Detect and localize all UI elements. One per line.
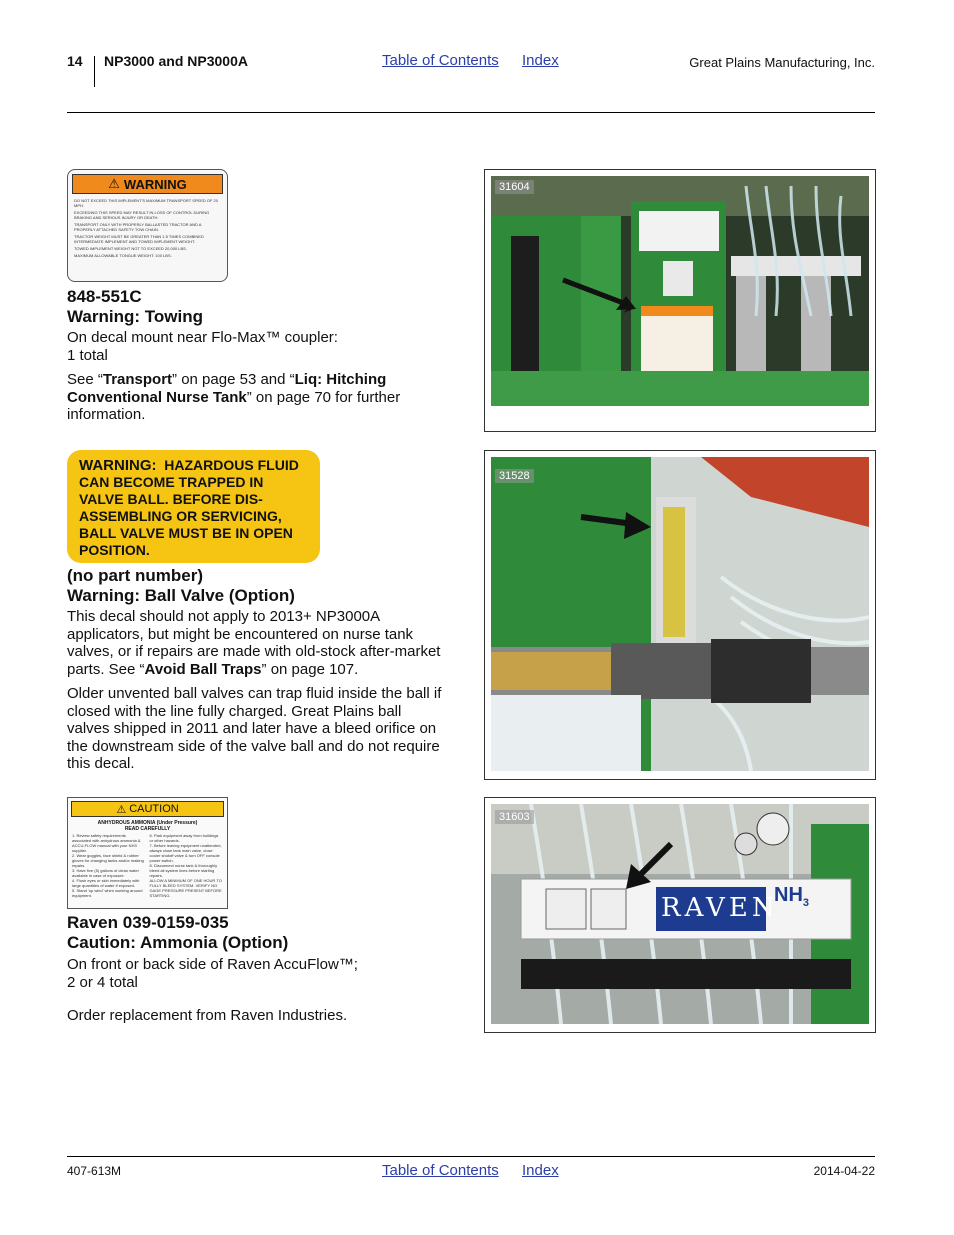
header-index-link[interactable]: Index xyxy=(522,52,559,69)
doc-title: NP3000 and NP3000A xyxy=(104,53,248,69)
caution-band-label: CAUTION xyxy=(129,803,179,815)
decal-line: VALVE BALL. BEFORE DIS- xyxy=(79,491,263,507)
towing-decal-location-image xyxy=(491,176,869,406)
caution-caption: READ CAREFULLY xyxy=(124,826,171,832)
text-run: ” on page 70 for further xyxy=(246,388,401,406)
text-line: applicators, but might be encountered on nurse tank xyxy=(67,625,414,643)
footer-toc-link[interactable]: Table of Contents xyxy=(382,1162,499,1179)
text-line: this decal. xyxy=(67,755,135,772)
decal-text-line: DO NOT EXCEED THIS IMPLEMENT'S MAXIMUM TRANSPORT SPEED OF 20 MPH. xyxy=(74,198,218,208)
caution-text-line: 7. Before leaving equipment unattended, always close tank main valve, close cooler shutoff valve & turn OFF console power switch. xyxy=(149,843,222,863)
text-line: On front or back side of Raven AccuFlow™; xyxy=(67,956,358,973)
nh3-text: NH xyxy=(774,884,803,906)
decal3-order-note: Order replacement from Raven Industries. xyxy=(67,1007,348,1024)
caution-text-line: 6. Park equipment away from buildings or other hazards. xyxy=(149,833,219,843)
decal2-part-number: (no part number) xyxy=(67,566,203,585)
xref-hitching-cont: Conventional Nurse Tank xyxy=(67,388,247,406)
caution-text-line: ALLOW A MINIMUM OF ONE HOUR TO FULLY BLEED SYSTEM. VERIFY NO GAGE PRESSURE PRESENT BEFORE STARTING. xyxy=(149,878,222,898)
xref-transport: Transport xyxy=(102,371,173,388)
text-line: This decal should not apply to 2013+ NP3000A xyxy=(67,608,381,625)
caution-text-line: 4. Flush eyes or skin immediately with large quantities of water if exposed. xyxy=(72,878,140,888)
footer-date: 2014-04-22 xyxy=(813,1164,875,1178)
decal-line: ASSEMBLING OR SERVICING, xyxy=(79,508,282,524)
text-line: valves shipped in 2011 and later have a bleed orifice on xyxy=(67,720,437,737)
caution-text-line: 5. Stand 'up wind' when working around equipment. xyxy=(72,888,143,898)
nh3-label xyxy=(774,884,809,909)
text-line: On decal mount near Flo-Max™ coupler: xyxy=(67,329,338,346)
text-line: the downstream side of the valve ball and do not require xyxy=(67,737,440,755)
text-line: closed with the line fully charged. Great Plains ball xyxy=(67,702,402,720)
footer-index-link[interactable]: Index xyxy=(522,1162,559,1179)
footer-rule xyxy=(67,1156,875,1157)
header-rule xyxy=(67,112,875,113)
photo-number: 31528 xyxy=(495,469,534,483)
decal2-para2 xyxy=(67,685,467,773)
decal3-title: Caution: Ammonia (Option) xyxy=(67,933,289,952)
text-run: parts. See “ xyxy=(67,660,145,678)
warning-word: WARNING: xyxy=(79,457,157,474)
text-line: information. xyxy=(67,406,146,423)
decal-band-label: WARNING xyxy=(123,176,187,192)
text-run: ” on page 107. xyxy=(261,660,359,678)
raven-sign-text: RAVEN xyxy=(661,893,779,923)
decal-text-line: EXCEEDING THIS SPEED MAY RESULT IN LOSS OF CONTROL DURING BRAKING AND SERIOUS INJURY OR DEATH. xyxy=(74,210,210,220)
decal1-reference xyxy=(67,371,457,424)
text-line: 2 or 4 total xyxy=(67,973,138,991)
decal-text-line: TRANSPORT ONLY WITH PROPERLY BALLASTED TRACTOR AND A PROPERLY ATTACHED SAFETY TOW CHAIN. xyxy=(74,222,202,232)
nh3-subscript: 3 xyxy=(802,897,810,909)
text-line: 1 total xyxy=(67,346,108,364)
header-toc-link[interactable]: Table of Contents xyxy=(382,52,499,69)
decal-text-line: TRACTOR WEIGHT MUST BE GREATER THAN 1.5 TIMES COMBINED INTERMEDIATE IMPLEMENT AND TOWED IMPLEMENT WEIGHT. xyxy=(74,234,204,244)
decal1-location xyxy=(67,329,338,364)
xref-avoid-ball-traps: Avoid Ball Traps xyxy=(144,660,262,678)
ammonia-caution-decal xyxy=(67,797,228,909)
caution-caption: ANHYDROUS AMMONIA (Under Pressure) xyxy=(97,820,198,826)
caution-text-line: 8. Disconnect nurse tank & thoroughly bleed all system lines before starting repairs. xyxy=(149,863,218,878)
warning-triangle-icon: ⚠ xyxy=(116,803,127,816)
header-divider xyxy=(94,56,95,87)
text-run: ” on page 53 and “ xyxy=(172,371,295,388)
page-number: 14 xyxy=(67,53,83,69)
ball-valve-location-image xyxy=(491,457,869,771)
decal-line: CAN BECOME TRAPPED IN xyxy=(79,474,264,490)
decal-line: POSITION. xyxy=(79,542,150,558)
decal-warning-band xyxy=(72,174,223,194)
decal2-title: Warning: Ball Valve (Option) xyxy=(67,586,295,605)
towing-warning-decal xyxy=(67,169,228,282)
text-run: See “ xyxy=(67,371,103,388)
decal-text-line: TOWED IMPLEMENT WEIGHT NOT TO EXCEED 20,000 LBS. xyxy=(74,246,187,251)
decal1-title: Warning: Towing xyxy=(67,307,203,326)
caution-band xyxy=(71,801,224,817)
warning-triangle-icon: ⚠ xyxy=(108,176,120,191)
photo-number: 31603 xyxy=(495,810,534,824)
caution-text-line: 3. Have five (5) gallons of clean water available in case of exposure. xyxy=(72,868,139,878)
text-line: valves, or if repairs are made with old-stock after-market xyxy=(67,643,441,660)
caution-text-line: 1. Review safety requirements associated with anhydrous ammonia & ACCU-FLOW manual with your NH3 supplier. xyxy=(72,833,141,853)
photo-31603 xyxy=(491,804,869,1024)
decal-text-line: MAXIMUM ALLOWABLE TONGUE WEIGHT: 100 LBS. xyxy=(74,253,172,258)
text-line: Older unvented ball valves can trap fluid inside the ball if xyxy=(67,685,442,702)
decal3-part-number: Raven 039-0159-035 xyxy=(67,913,229,932)
decal3-location xyxy=(67,956,358,991)
decal1-part-number: 848-551C xyxy=(67,287,142,306)
ball-valve-warning-decal xyxy=(67,450,320,563)
caution-text-line: 2. Wear goggles, face shield & rubber gloves for changing tanks and/or making repairs. xyxy=(72,853,144,868)
xref-hitching: Liq: Hitching xyxy=(294,371,387,388)
footer-doc-number: 407-613M xyxy=(67,1164,122,1178)
decal2-para1 xyxy=(67,608,467,678)
company-name: Great Plains Manufacturing, Inc. xyxy=(689,55,875,70)
photo-31528 xyxy=(491,457,869,771)
decal-line: BALL VALVE MUST BE IN OPEN xyxy=(79,525,293,541)
photo-31604 xyxy=(491,176,869,406)
decal-line: HAZARDOUS FLUID xyxy=(164,457,299,473)
photo-number: 31604 xyxy=(495,180,534,194)
